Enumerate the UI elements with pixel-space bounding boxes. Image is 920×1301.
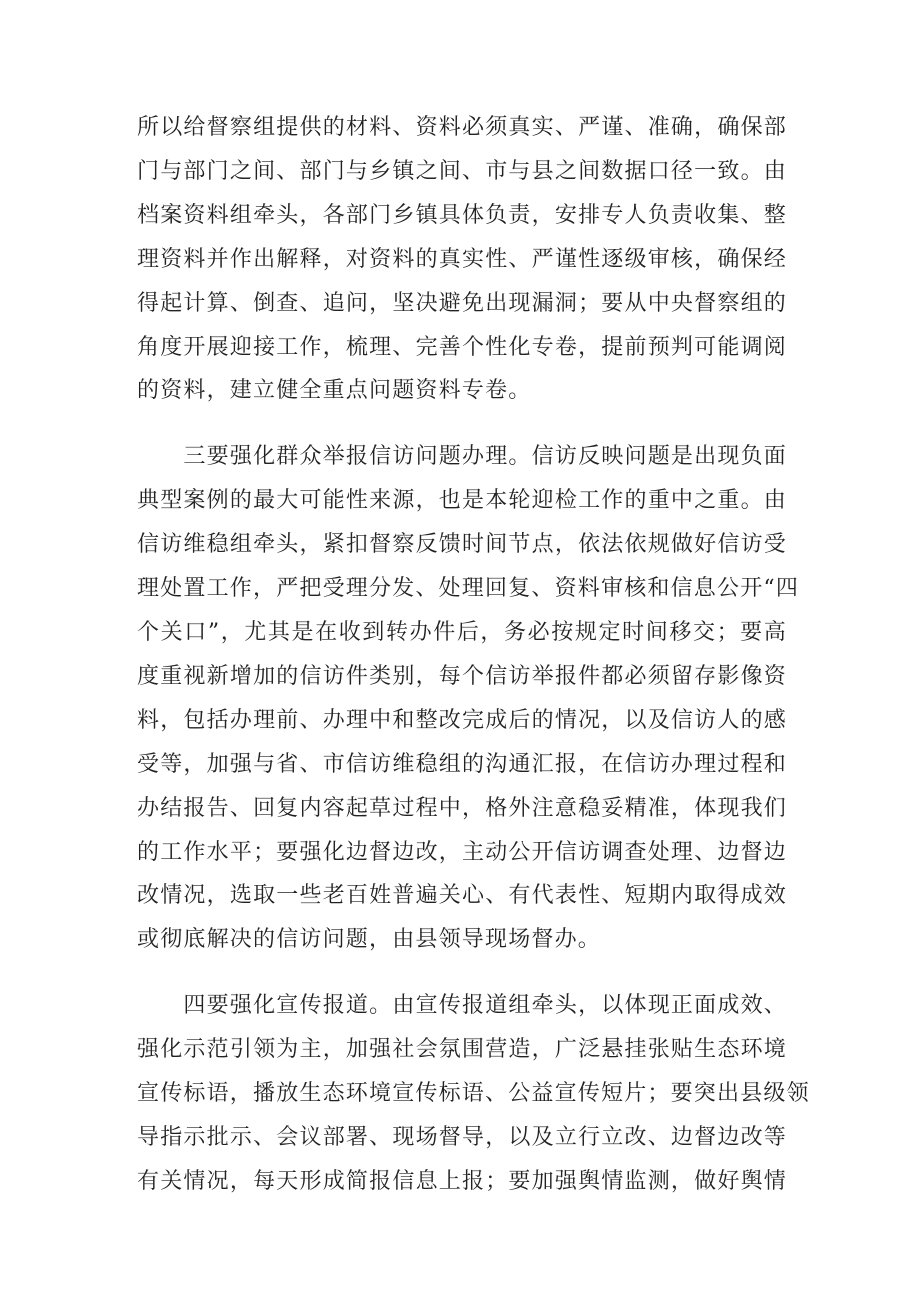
text-line: 档案资料组牵头，各部门乡镇具体负责，安排专人负责收集、整 xyxy=(137,202,787,228)
text-line: 三要强化群众举报信访问题办理。信访反映问题是出现负面 xyxy=(137,444,787,470)
text-line: 或彻底解决的信访问题，由县领导现场督办。 xyxy=(137,927,602,953)
text-line: 度重视新增加的信访件类别，每个信访举报件都必须留存影像资 xyxy=(137,663,787,689)
text-line: 受等，加强与省、市信访维稳组的沟通汇报，在信访办理过程和 xyxy=(137,751,787,777)
paragraph-publicity xyxy=(137,984,810,1204)
text-line: 的资料，建立健全重点问题资料专卷。 xyxy=(137,378,532,404)
text-line: 门与部门之间、部门与乡镇之间、市与县之间数据口径一致。由 xyxy=(137,158,787,184)
text-line: 导指示批示、会议部署、现场督导，以及立行立改、边督边改等 xyxy=(137,1124,787,1150)
text-line: 角度开展迎接工作，梳理、完善个性化专卷，提前预判可能调阅 xyxy=(137,334,787,360)
document-body xyxy=(137,106,810,1204)
text-line: 改情况，选取一些老百姓普遍关心、有代表性、短期内取得成效 xyxy=(137,883,787,909)
paragraph-gap xyxy=(137,413,787,435)
paragraph-petition-handling xyxy=(137,435,800,962)
text-line: 料，包括办理前、办理中和整改完成后的情况，以及信访人的感 xyxy=(137,707,787,733)
text-line: 个关口”，尤其是在收到转办件后，务必按规定时间移交；要高 xyxy=(137,619,787,645)
text-line: 理处置工作，严把受理分发、处理回复、资料审核和信息公开“四 xyxy=(137,576,800,602)
text-line: 有关情况，每天形成简报信息上报；要加强舆情监测，做好舆情 xyxy=(137,1168,787,1194)
text-line: 四要强化宣传报道。由宣传报道组牵头，以体现正面成效、 xyxy=(137,993,787,1019)
text-line: 得起计算、倒查、追问，坚决避免出现漏洞；要从中央督察组的 xyxy=(137,290,787,316)
text-line: 的工作水平；要强化边督边改，主动公开信访调查处理、边督边 xyxy=(137,839,787,865)
text-line: 宣传标语，播放生态环境宣传标语、公益宣传短片；要突出县级领 xyxy=(137,1081,810,1107)
text-line: 办结报告、回复内容起草过程中，格外注意稳妥精准，体现我们 xyxy=(137,795,787,821)
text-line: 信访维稳组牵头，紧扣督察反馈时间节点，依法依规做好信访受 xyxy=(137,532,787,558)
text-line: 所以给督察组提供的材料、资料必须真实、严谨、准确，确保部 xyxy=(137,115,787,140)
paragraph-gap xyxy=(137,962,787,984)
text-line: 强化示范引领为主，加强社会氛围营造，广泛悬挂张贴生态环境 xyxy=(137,1037,787,1063)
paragraph-materials xyxy=(137,106,787,413)
text-line: 典型案例的最大可能性来源，也是本轮迎检工作的重中之重。由 xyxy=(137,488,787,514)
text-line: 理资料并作出解释，对资料的真实性、严谨性逐级审核，确保经 xyxy=(137,246,787,272)
